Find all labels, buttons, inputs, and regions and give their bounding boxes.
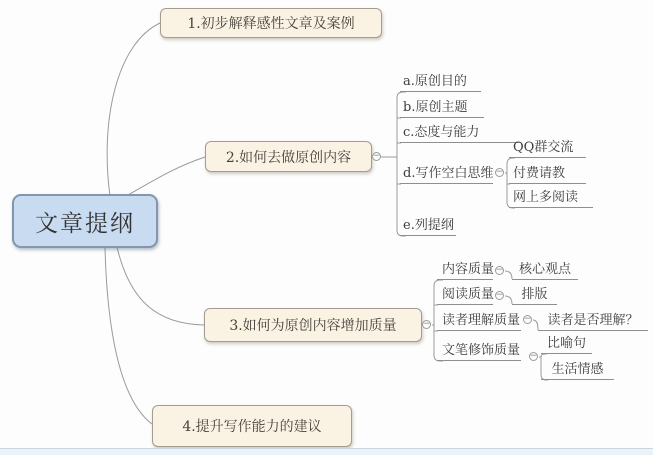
- connector-reading-layout: [505, 296, 512, 304]
- topic-online-reading[interactable]: 网上多阅读: [509, 189, 593, 208]
- topic-paid-consult[interactable]: 付费请教: [509, 165, 586, 184]
- topic-b-original-theme[interactable]: b.原创主题: [400, 99, 484, 118]
- topic-reader-understand-question[interactable]: 读者是否理解？: [538, 312, 648, 331]
- topic-c-attitude-ability[interactable]: c.态度与能力: [400, 124, 520, 143]
- topic-reading-quality[interactable]: 阅读质量: [437, 286, 493, 305]
- connector-root-branch4: [105, 247, 152, 424]
- connector-content-core: [505, 271, 512, 279]
- collapse-minus-icon-understanding-quality[interactable]: −: [523, 314, 532, 324]
- topic-a-original-purpose[interactable]: a.原创目的: [400, 73, 481, 92]
- connector-root-branch2: [126, 157, 205, 196]
- collapse-minus-icon-style-quality[interactable]: −: [529, 351, 538, 361]
- topic-d-blank-thinking[interactable]: d.写作空白思维: [400, 165, 493, 184]
- topic-metaphor[interactable]: 比喻句: [541, 335, 592, 354]
- topic-content-quality[interactable]: 内容质量: [437, 261, 493, 280]
- topic-e-outline[interactable]: e.列提纲: [400, 217, 456, 236]
- topic-core-viewpoint[interactable]: 核心观点: [512, 261, 578, 280]
- collapse-minus-icon-branch2[interactable]: −: [372, 151, 381, 161]
- branch2-topic[interactable]: 2.如何去做原创内容: [205, 141, 372, 172]
- connector-root-branch1: [107, 23, 160, 196]
- topic-reader-understanding-quality[interactable]: 读者理解质量: [437, 312, 521, 331]
- collapse-minus-icon-topic-d[interactable]: −: [495, 167, 504, 177]
- topic-style-quality[interactable]: 文笔修饰质量: [437, 342, 521, 361]
- connector-root-branch3: [117, 247, 204, 325]
- branch1-topic[interactable]: 1.初步解释感性文章及案例: [160, 8, 382, 38]
- collapse-minus-icon-content-quality[interactable]: −: [495, 265, 504, 275]
- collapse-minus-icon-branch3[interactable]: −: [422, 319, 431, 329]
- window-edge-strip: [0, 448, 653, 455]
- collapse-minus-icon-reading-quality[interactable]: −: [495, 290, 504, 300]
- topic-qq-group[interactable]: QQ群交流: [509, 139, 586, 158]
- branch4-topic[interactable]: 4.提升写作能力的建议: [152, 405, 352, 447]
- branch3-topic[interactable]: 3.如何为原创内容增加质量: [204, 308, 422, 342]
- topic-life-emotion[interactable]: 生活情感: [541, 361, 614, 380]
- topic-layout[interactable]: 排版: [512, 286, 557, 305]
- root-topic[interactable]: 文章提纲: [12, 194, 158, 248]
